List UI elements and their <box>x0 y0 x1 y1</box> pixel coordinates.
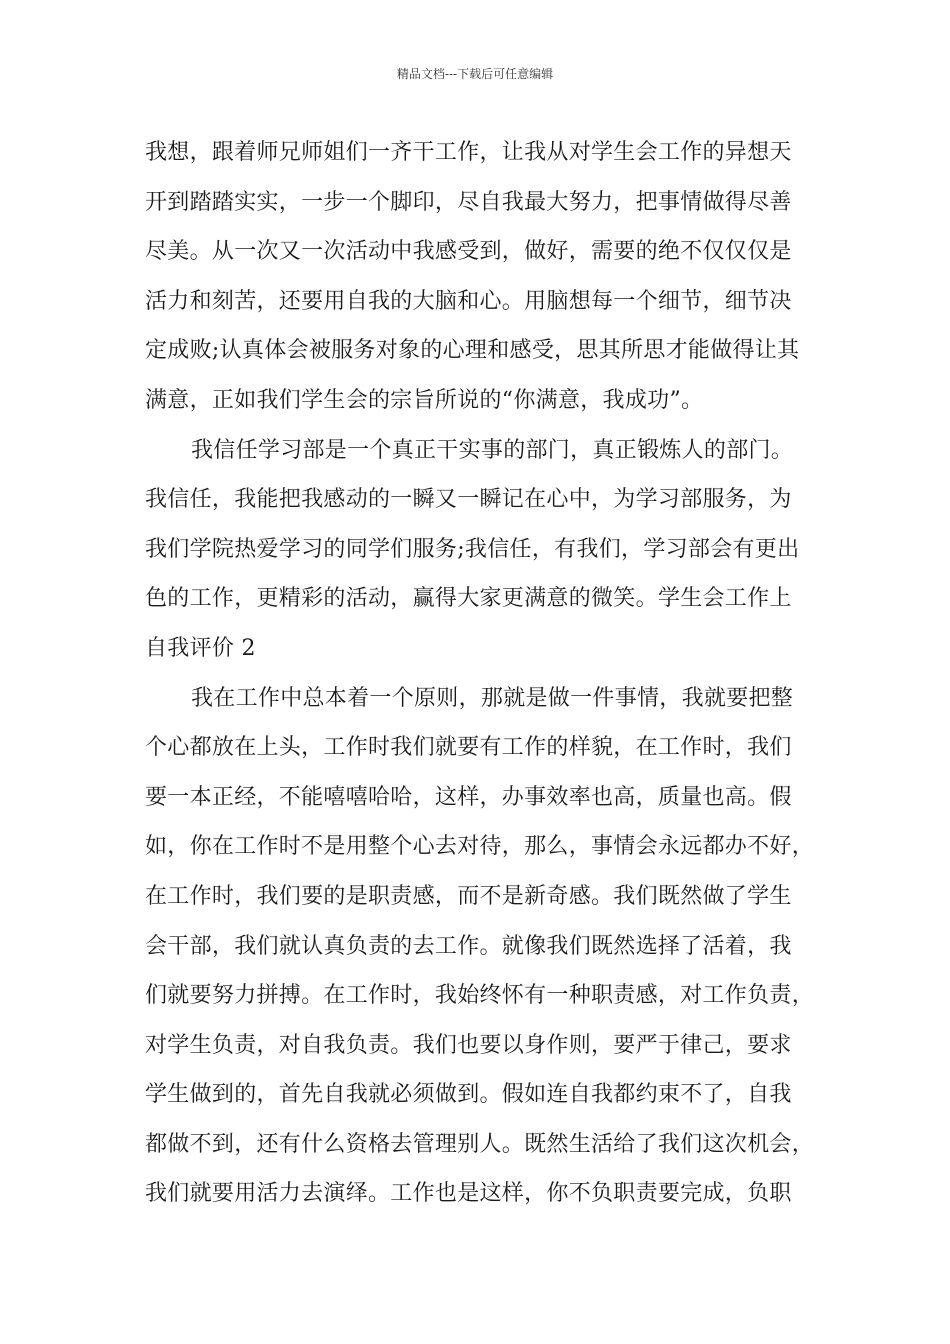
text-line: 们就要努力拼搏。在工作时，我始终怀有一种职责感，对工作负责， <box>145 983 815 1009</box>
text-line: 会干部，我们就认真负责的去工作。就像我们既然选择了活着，我 <box>145 933 792 959</box>
text-line: 定成败;认真体会被服务对象的心理和感受，思其所思才能做得让其 <box>145 338 800 364</box>
text-line: 都做不到，还有什么资格去管理别人。既然生活给了我们这次机会， <box>145 1131 815 1157</box>
text-line: 满意，正如我们学生会的宗旨所说的“你满意，我成功”。 <box>145 387 704 413</box>
text-line: 我想，跟着师兄师姐们一齐干工作，让我从对学生会工作的异想天 <box>145 140 792 165</box>
text-line: 个心都放在上头，工作时我们就要有工作的样貌，在工作时，我们 <box>145 735 792 761</box>
text-line: 活力和刻苦，还要用自我的大脑和心。用脑想每一个细节，细节决 <box>145 288 792 314</box>
text-line: 我信任，我能把我感动的一瞬又一瞬记在心中，为学习部服务，为 <box>145 487 792 513</box>
text-line: 开到踏踏实实，一步一个脚印，尽自我最大努力，把事情做得尽善 <box>145 189 792 215</box>
text-line: 对学生负责，对自我负责。我们也要以身作则，要严于律己，要求 <box>145 1032 792 1058</box>
page-header: 精品文档---下载后可任意编辑 <box>396 67 554 81</box>
text-line: 如，你在工作时不是用整个心去对待，那么，事情会永远都办不好， <box>145 834 815 860</box>
text-line: 色的工作，更精彩的活动，赢得大家更满意的微笑。学生会工作上 <box>145 586 792 612</box>
text-line: 尽美。从一次又一次活动中我感受到，做好，需要的绝不仅仅仅是 <box>145 239 792 265</box>
text-line: 我们就要用活力去演绎。工作也是这样，你不负职责要完成，负职 <box>145 1181 792 1207</box>
paragraph-start-line: 我在工作中总本着一个原则，那就是做一件事情，我就要把整 <box>191 685 794 711</box>
text-line: 在工作时，我们要的是职责感，而不是新奇感。我们既然做了学生 <box>145 883 792 909</box>
paragraph-start-line: 我信任学习部是一个真正干实事的部门，真正锻炼人的部门。 <box>191 437 794 463</box>
section-title-line: 自我评价 2 <box>145 635 256 661</box>
text-line: 要一本正经，不能嘻嘻哈哈，这样，办事效率也高，质量也高。假 <box>145 784 792 810</box>
text-line: 学生做到的，首先自我就必须做到。假如连自我都约束不了，自我 <box>145 1082 792 1108</box>
text-line: 我们学院热爱学习的同学们服务;我信任，有我们，学习部会有更出 <box>145 536 800 562</box>
document-body <box>145 128 845 1219</box>
